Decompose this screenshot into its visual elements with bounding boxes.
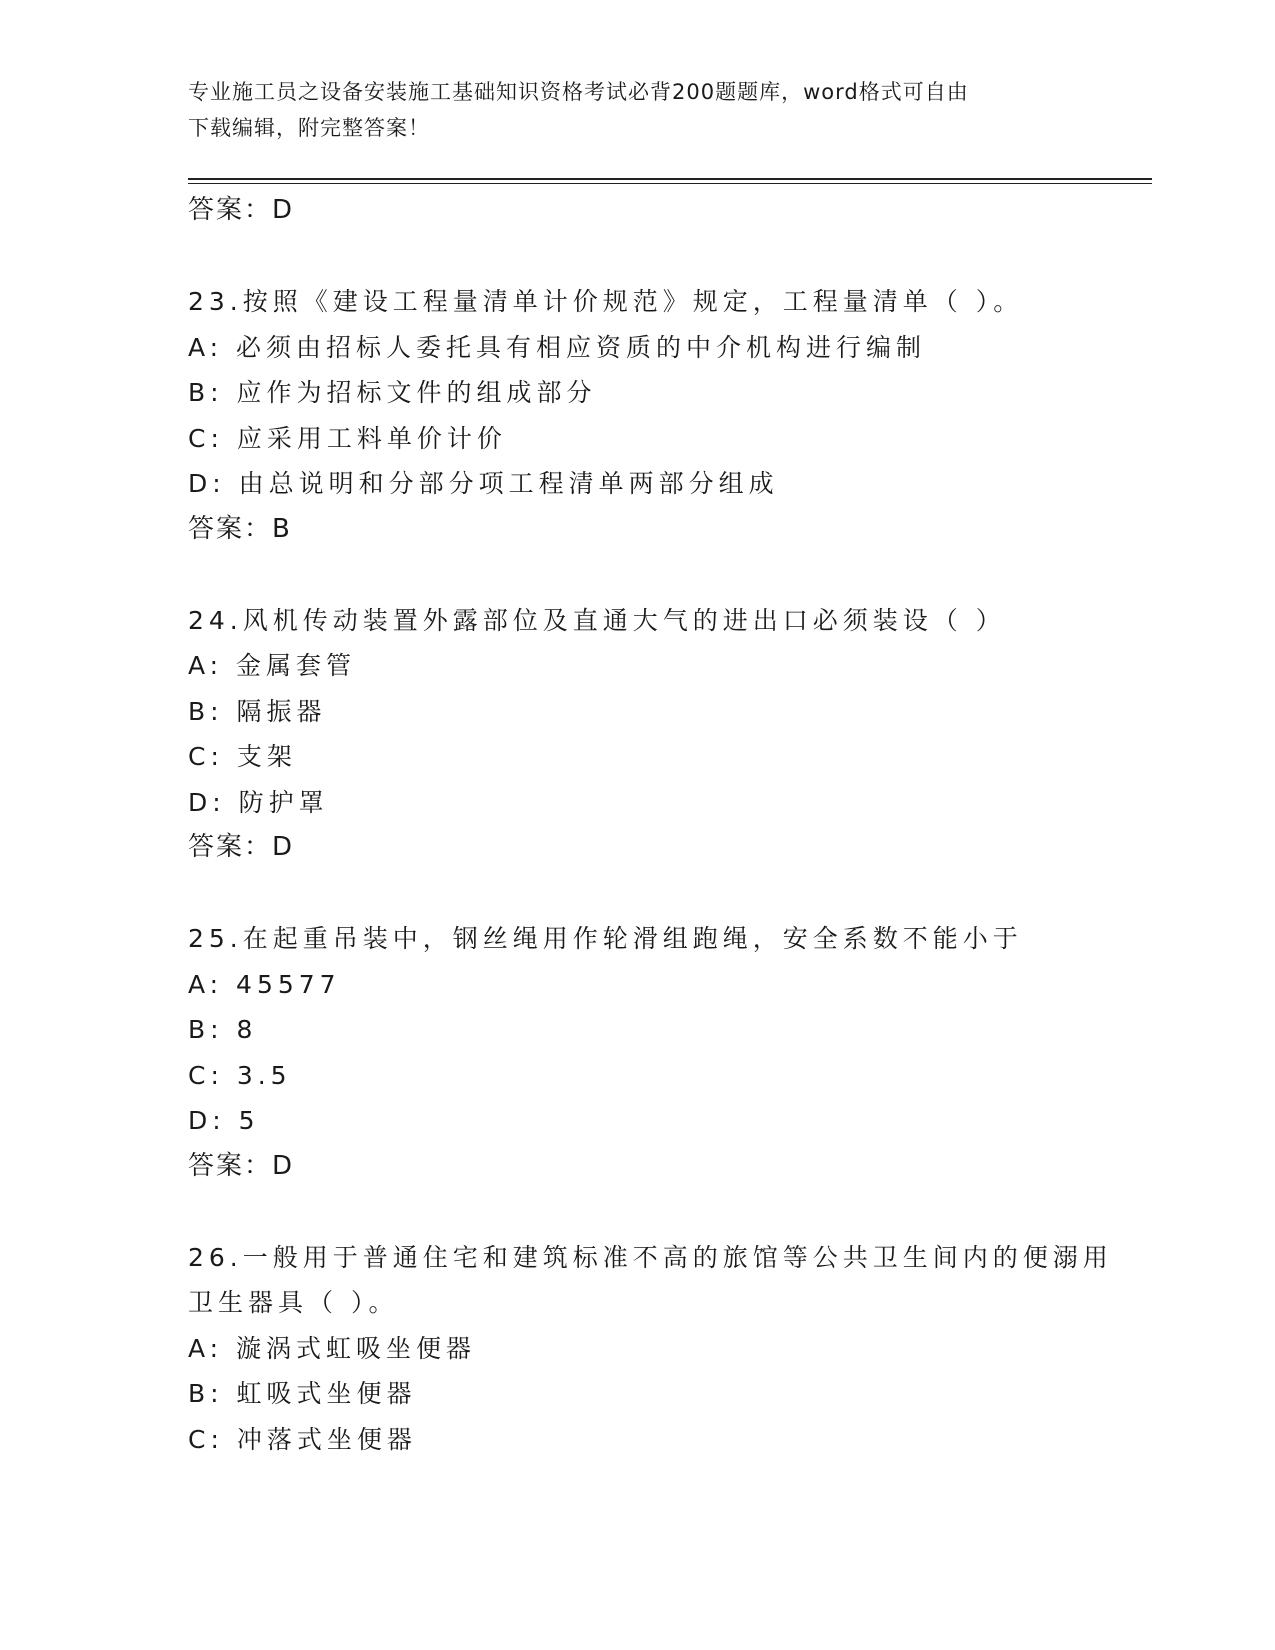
answer-line: 答案：D [188, 195, 295, 225]
option-d: D: 由总说明和分部分项工程清单两部分组成 [188, 469, 779, 498]
header-line-2: 下载编辑，附完整答案！ [188, 116, 430, 140]
question-block [188, 916, 1088, 1189]
document-header [188, 74, 1078, 146]
question-block [188, 598, 1088, 871]
spacer [188, 1189, 1088, 1235]
option-d: D: 防护罩 [188, 787, 329, 817]
option-d: D: 5 [188, 1106, 260, 1135]
spacer [188, 234, 1088, 280]
question-text-continued: 卫生器具（ ）。 [188, 1288, 399, 1317]
option-a: A: 金属套管 [188, 651, 357, 680]
spacer [188, 552, 1088, 598]
question-text: 23.按照《建设工程量清单计价规范》规定，工程量清单（ ）。 [188, 287, 1024, 316]
header-line-1: 专业施工员之设备安装施工基础知识资格考试必背200题题库，word格式可自由 [188, 80, 969, 104]
question-block [188, 1235, 1113, 1463]
option-a: A: 必须由招标人委托具有相应资质的中介机构进行编制 [188, 332, 927, 362]
answer-line: 答案：D [188, 1150, 295, 1181]
option-b: B: 8 [188, 1015, 258, 1044]
header-divider-thick [188, 178, 1152, 180]
option-a: A: 漩涡式虹吸坐便器 [188, 1333, 477, 1363]
option-b: B: 隔振器 [188, 696, 327, 726]
question-text: 25.在起重吊装中，钢丝绳用作轮滑组跑绳，安全系数不能小于 [188, 924, 1023, 953]
question-block [188, 279, 1088, 552]
option-b: B: 应作为招标文件的组成部分 [188, 378, 597, 407]
question-text: 24.风机传动装置外露部位及直通大气的进出口必须装设（ ） [188, 605, 1006, 635]
option-c: C: 应采用工料单价计价 [188, 423, 507, 453]
question-list [188, 188, 1113, 1462]
option-c: C: 3.5 [188, 1060, 292, 1090]
option-b: B: 虹吸式坐便器 [188, 1379, 417, 1408]
question-text: 26.一般用于普通住宅和建筑标准不高的旅馆等公共卫生间内的便溺用 [188, 1242, 1113, 1272]
spacer [188, 871, 1088, 917]
option-a: A: 45577 [188, 969, 341, 999]
option-c: C: 冲落式坐便器 [188, 1424, 417, 1454]
header-divider-thin [188, 183, 1152, 184]
answer-line: 答案：D [188, 832, 295, 862]
answer-line: 答案：B [188, 513, 292, 544]
option-c: C: 支架 [188, 742, 297, 771]
